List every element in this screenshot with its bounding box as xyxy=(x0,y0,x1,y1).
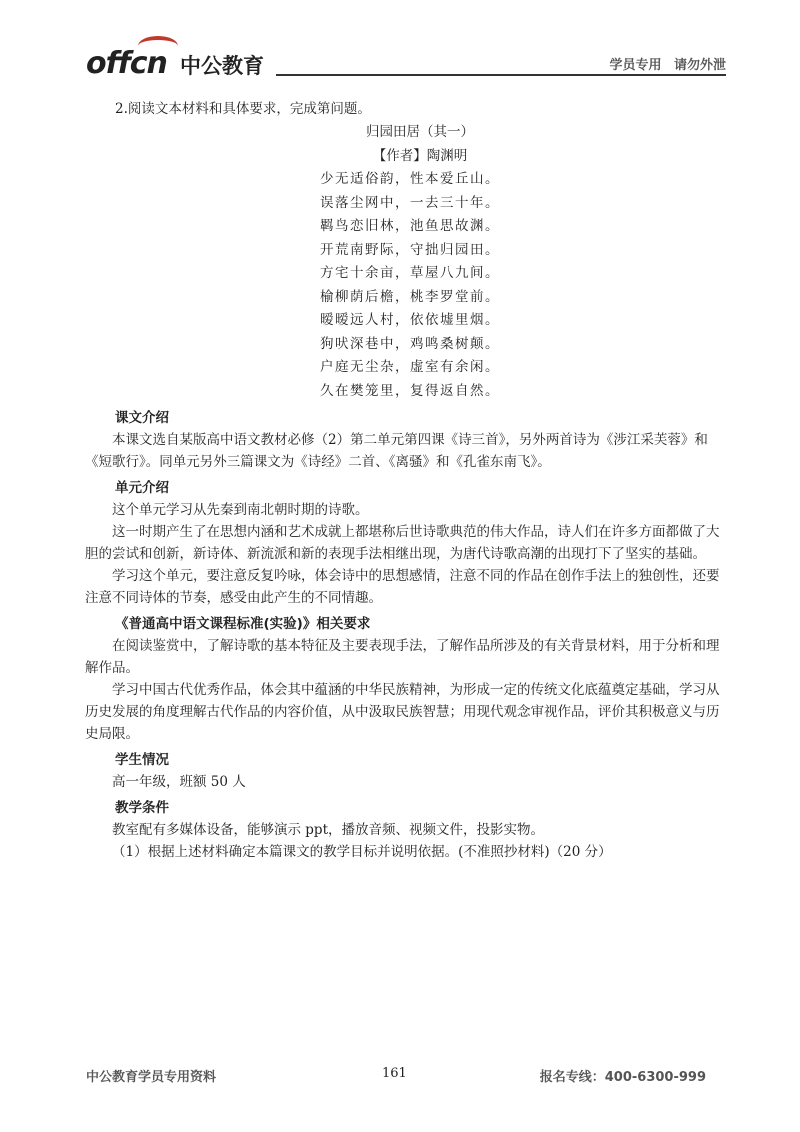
section-heading-biaozhun: 《普通高中语文课程标准(实验)》相关要求 xyxy=(115,616,371,632)
footer-right: 报名专线：400-6300-999 xyxy=(539,1070,706,1085)
poem-body xyxy=(320,168,520,403)
page-footer xyxy=(86,1066,706,1088)
kewen-text: 本课文选自某版高中语文教材必修（2）第二单元第四课《诗三首》，另外两首诗为《涉江采芙蓉》和《短歌行》。同单元另外三篇课文为《诗经》二首、《离骚》和《孔雀东南飞》。 xyxy=(85,432,708,470)
page-number: 161 xyxy=(382,1066,407,1081)
poem-line: 久在樊笼里，复得返自然。 xyxy=(320,382,500,399)
biaozhun-paragraph-2: 学习中国古代优秀作品，体会其中蕴涵的中华民族精神，为形成一定的传统文化底蕴奠定基础，学习从历史发展的角度理解古代作品的内容价值，从中汲取民族智慧；用现代观念审视作品，评价其积极意义与历史局限。 xyxy=(85,682,720,742)
poem-line: 羁鸟恋旧林，池鱼思故渊。 xyxy=(320,218,500,234)
poem-line: 方宅十余亩，草屋八九间。 xyxy=(320,265,500,281)
poem-line: 户庭无尘杂，虚室有余闲。 xyxy=(320,359,500,375)
poem-line: 狗吠深巷中，鸡鸣桑树颠。 xyxy=(320,335,500,352)
section-heading-xuesheng: 学生情况 xyxy=(115,752,169,768)
poem-line: 少无适俗韵，性本爱丘山。 xyxy=(320,171,500,187)
header-note: 学员专用 请勿外泄 xyxy=(609,58,726,73)
poem-line: 开荒南野际，守拙归园田。 xyxy=(320,241,500,258)
sections-block xyxy=(85,407,725,863)
page-content xyxy=(85,98,725,863)
danyuan-paragraph-1: 这个单元学习从先秦到南北朝时期的诗歌。 xyxy=(112,502,369,518)
poem-line: 榆柳荫后檐，桃李罗堂前。 xyxy=(320,288,500,305)
section-heading-tiaojian: 教学条件 xyxy=(115,800,169,816)
sub-question-1: （1）根据上述材料确定本篇课文的教学目标并说明依据。(不准照抄材料)（20 分） xyxy=(112,844,612,860)
poem-line: 误落尘网中，一去三十年。 xyxy=(320,194,500,211)
section-heading-kewen: 课文介绍 xyxy=(115,410,169,426)
page-header xyxy=(86,44,726,84)
poem-title: 归园田居（其一） xyxy=(366,124,474,140)
danyuan-paragraph-3: 学习这个单元，要注意反复吟咏，体会诗中的思想感情，注意不同的作品在创作手法上的独创性，还要注意不同诗体的节奏，感受由此产生的不同情趣。 xyxy=(85,568,720,606)
xuesheng-text: 高一年级，班额 50 人 xyxy=(112,774,246,790)
section-heading-danyuan: 单元介绍 xyxy=(115,480,169,496)
logo-latin: offcn xyxy=(86,46,167,81)
header-rule xyxy=(276,74,726,76)
poem-line: 暧暧远人村，依依墟里烟。 xyxy=(320,312,500,328)
biaozhun-paragraph-1: 在阅读鉴赏中，了解诗歌的基本特征及主要表现手法，了解作品所涉及的有关背景材料，用于分析和理解作品。 xyxy=(85,638,720,676)
tiaojian-text: 教室配有多媒体设备，能够演示 ppt，播放音频、视频文件，投影实物。 xyxy=(112,822,544,838)
poem-author: 【作者】陶渊明 xyxy=(372,148,468,164)
footer-left: 中公教育学员专用资料 xyxy=(86,1070,217,1085)
logo-cn: 中公教育 xyxy=(180,54,264,78)
danyuan-paragraph-2: 这一时期产生了在思想内涵和艺术成就上都堪称后世诗歌典范的伟大作品，诗人们在许多方面都做了大胆的尝试和创新，新诗体、新流派和新的表现手法相继出现，为唐代诗歌高潮的出现打下了坚实的基础。 xyxy=(85,524,720,562)
question-intro: 2.阅读文本材料和具体要求，完成第问题。 xyxy=(115,101,371,117)
